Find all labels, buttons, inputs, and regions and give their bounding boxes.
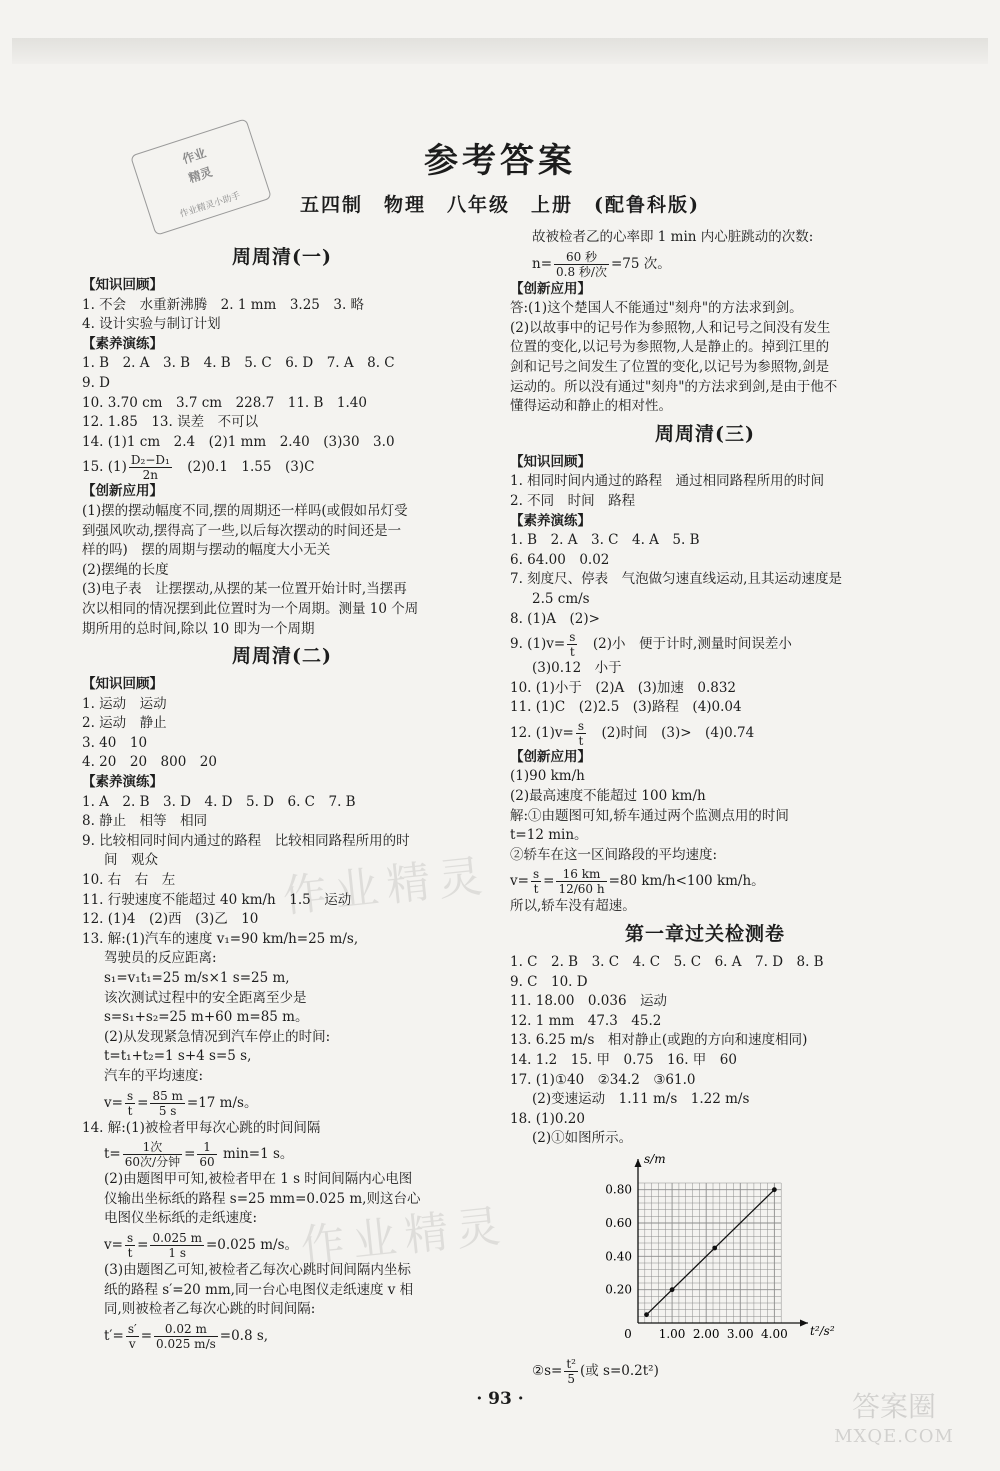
answer-line: 到强风吹动,摆得高了一些,以后每次摆动的时间还是一 [82, 522, 402, 539]
answer-line: 所以,轿车没有超速。 [510, 898, 636, 915]
fraction [564, 1357, 578, 1386]
answer-line: (2)最高速度不能超过 100 km/h [510, 788, 706, 805]
answer-line-with-fraction [510, 629, 900, 659]
answer-line: 仪输出坐标纸的路程 s=25 mm=0.025 m,则这台心 [104, 1190, 421, 1207]
fraction [576, 719, 586, 748]
stamp-line-2: 精灵 [186, 164, 214, 186]
answer-line: 7. 刻度尺、停表 气泡做匀速直线运动,且其运动速度是 [510, 571, 842, 588]
text-segment: t′= [104, 1327, 124, 1344]
answer-line-with-fraction [82, 1087, 482, 1119]
text-segment: (2)小 便于计时,测量时间误差小 [579, 636, 792, 653]
text-segment: (2)0.1 1.55 (3)C [173, 459, 315, 476]
fraction [197, 1140, 216, 1169]
answer-line: (3)由题图乙可知,被检者乙每次心跳时间间隔内坐标 [104, 1261, 411, 1278]
fraction-denominator: 5 [567, 1371, 575, 1386]
answer-line: 10. 右 右 左 [82, 872, 176, 889]
label-innovation: 【创新应用】 [82, 483, 163, 500]
answer-line: 解:①由题图可知,轿车通过两个监测点用的时间 [510, 807, 789, 824]
fraction-denominator: 60次/分钟 [124, 1155, 181, 1170]
answer-line: 2. 运动 静止 [82, 715, 167, 732]
fraction-numerator: 1次 [123, 1140, 182, 1155]
fraction-denominator: t [127, 1103, 133, 1118]
fraction-numerator: 1 [197, 1140, 216, 1155]
label-innovation: 【创新应用】 [510, 748, 591, 765]
answer-line: (2)以故事中的记号作为参照物,人和记号之间没有发生 [510, 319, 831, 336]
text-segment: =17 m/s。 [186, 1094, 258, 1111]
label-practice: 【素养演练】 [82, 774, 163, 791]
watermark-low: 作业精灵 [298, 1200, 511, 1273]
corner-watermark-line-1: 答案圈 [851, 1390, 936, 1423]
answer-line: 14. (1)1 cm 2.4 (2)1 mm 2.40 (3)30 3.0 [82, 433, 395, 450]
answer-line: 同,则被检者乙每次心跳的时间间隔: [104, 1301, 316, 1318]
text-segment: v= [510, 873, 529, 890]
top-shadow-band [12, 38, 988, 64]
answer-line: t=t₁+t₂=1 s+4 s=5 s, [104, 1048, 252, 1065]
text-segment: 15. (1) [82, 459, 127, 476]
text-segment: ②s= [532, 1362, 563, 1379]
fraction-numerator: s′ [127, 1321, 137, 1336]
answer-line: 11. 18.00 0.036 运动 [510, 993, 668, 1010]
answer-line: t=12 min。 [510, 827, 588, 844]
label-practice: 【素养演练】 [510, 512, 591, 529]
fraction [126, 1322, 139, 1351]
answer-line: ②轿车在这一区间路段的平均速度: [510, 846, 718, 863]
answer-line-with-fraction [510, 718, 900, 748]
answer-line: 12. (1)4 (2)西 (3)乙 10 [82, 911, 259, 928]
answer-line: 10. 3.70 cm 3.7 cm 228.7 11. B 1.40 [82, 394, 367, 411]
fraction-numerator: 0.025 m [152, 1230, 202, 1245]
answer-line: 12. 1 mm 47.3 45.2 [510, 1012, 662, 1029]
x-axis-label: t²/s² [810, 1323, 835, 1338]
x-tick-label: 4.00 [761, 1326, 788, 1341]
x-tick-label: 2.00 [692, 1326, 720, 1341]
answer-line: 13. 解:(1)汽车的速度 v₁=90 km/h=25 m/s, [82, 930, 359, 947]
answer-line: 4. 设计实验与制订计划 [82, 316, 221, 333]
text-segment: = [184, 1146, 196, 1163]
answer-line: 9. 比较相同时间内通过的路程 比较相同路程所用的时 [82, 832, 410, 849]
fraction [123, 1140, 182, 1169]
stamp-line-1: 作业 [180, 145, 208, 167]
answer-line: 14. 解:(1)被检者甲每次心跳的时间间隔 [82, 1119, 321, 1136]
fraction-denominator: 1 s [168, 1245, 187, 1260]
fraction-denominator: 2n [142, 468, 159, 483]
fraction-numerator: s [577, 718, 584, 733]
answer-line: (1)90 km/h [510, 768, 585, 785]
fraction-denominator: t [578, 733, 584, 748]
section-heading-week-2: 周周清(二) [232, 645, 332, 668]
stamp-line-3: 作业精灵小助手 [178, 191, 242, 221]
right-column [510, 228, 900, 1387]
data-point [712, 1246, 717, 1251]
answer-line: 9. D [82, 374, 110, 391]
answer-line: 纸的路程 s′=20 mm,同一台心电图仪走纸速度 v 相 [104, 1281, 414, 1298]
answer-line: 汽车的平均速度: [104, 1067, 204, 1084]
text-segment: min=1 s。 [218, 1146, 294, 1163]
fraction [125, 1231, 135, 1260]
text-segment: v= [104, 1094, 123, 1111]
page-title: 参考答案 [424, 141, 576, 181]
answer-line: 13. 6.25 m/s 相对静止(或跑的方向和速度相同) [510, 1032, 808, 1049]
answer-line: 懂得运动和静止的相对性。 [510, 398, 672, 415]
origin-label: 0 [624, 1326, 632, 1341]
text-segment: = [140, 1327, 153, 1344]
left-column [82, 240, 482, 1352]
answer-line: 8. (1)A (2)> [510, 610, 600, 627]
answer-line: 11. 行驶速度不能超过 40 km/h 1.5 运动 [82, 891, 352, 908]
text-segment: (2)时间 (3)> (4)0.74 [588, 724, 755, 741]
watermark-mid: 作业精灵 [280, 850, 493, 923]
fraction-denominator: 0.8 秒/次 [556, 264, 607, 279]
label-innovation: 【创新应用】 [510, 280, 591, 297]
answer-line-with-fraction [510, 865, 900, 897]
y-axis-arrow [635, 1159, 642, 1167]
fraction-numerator: 60 秒 [554, 250, 609, 265]
fraction-numerator: s [126, 1088, 134, 1103]
fraction-denominator: v [128, 1336, 136, 1351]
answer-line: 14. 1.2 15. 甲 0.75 16. 甲 60 [510, 1052, 737, 1068]
text-segment: = [137, 1236, 149, 1253]
answer-line-with-fraction [510, 248, 900, 280]
fraction-numerator: t² [566, 1356, 576, 1371]
fraction-denominator: 0.025 m/s [156, 1336, 216, 1351]
answer-line: 驾驶员的反应距离: [104, 950, 217, 967]
answer-line: 6. 64.00 0.02 [510, 551, 610, 568]
answer-line: 11. (1)C (2)2.5 (3)路程 (4)0.04 [510, 699, 742, 716]
answer-line: 4. 20 20 800 20 [82, 754, 217, 771]
answer-line: 剑和记号之间发生了位置的变化,以记号为参照物,剑是 [510, 358, 830, 375]
y-tick-label: 0.60 [605, 1215, 632, 1230]
fraction-numerator: s [126, 1230, 134, 1245]
fraction-denominator: 60 [199, 1155, 215, 1170]
text-segment: v= [104, 1236, 123, 1253]
answer-line: 9. C 10. D [510, 973, 588, 990]
answer-line: (1)摆的摆动幅度不同,摆的周期还一样吗(或假如吊灯受 [82, 502, 408, 519]
answer-line: 8. 静止 相等 相同 [82, 813, 208, 830]
answer-line: 1. C 2. B 3. C 4. C 5. C 6. A 7. D 8. B [510, 954, 824, 971]
fraction-numerator: D₂−D₁ [130, 453, 170, 468]
y-axis-label: s/m [644, 1151, 666, 1166]
label-knowledge-review: 【知识回顾】 [82, 676, 163, 693]
answer-line-with-fraction [82, 1320, 482, 1352]
text-segment: =0.8 s, [219, 1327, 269, 1344]
label-knowledge-review: 【知识回顾】 [82, 277, 163, 293]
answer-line-with-fraction [82, 1229, 482, 1261]
answer-line: s₁=v₁t₁=25 m/s×1 s=25 m, [104, 970, 290, 986]
section-heading-week-1: 周周清(一) [232, 246, 332, 268]
answer-line-with-fraction [82, 1138, 482, 1170]
fraction [150, 1231, 204, 1260]
x-tick-label: 1.00 [658, 1326, 686, 1341]
y-tick-label: 0.80 [605, 1182, 632, 1197]
answer-line: s=s₁+s₂=25 m+60 m=85 m。 [104, 1009, 309, 1026]
label-practice: 【素养演练】 [82, 335, 163, 352]
label-knowledge-review: 【知识回顾】 [510, 453, 591, 470]
data-point [772, 1187, 777, 1192]
answer-line: 1. B 2. A 3. B 4. B 5. C 6. D 7. A 8. C [82, 355, 395, 372]
text-segment: = [543, 873, 555, 890]
answer-line: 3. 40 10 [82, 734, 148, 751]
fraction [556, 867, 606, 896]
text-segment: 9. (1)v= [510, 636, 566, 653]
answer-line: (2)由题图甲可知,被检者甲在 1 s 时间间隔内心电图 [104, 1171, 413, 1188]
answer-line: 间 观众 [104, 852, 158, 869]
answer-line-with-fraction [510, 1355, 900, 1387]
answer-line: 运动的。所以没有通过"刻舟"的方法求到剑,是由于他不 [510, 378, 838, 395]
fraction [567, 630, 577, 659]
page-number: · 93 · [476, 1389, 524, 1409]
answer-line: 17. (1)①40 ②34.2 ③61.0 [510, 1071, 696, 1088]
answer-line: (3)电子表 让摆摆动,从摆的某一位置开始计时,当摆再 [82, 581, 407, 598]
fraction [150, 1089, 184, 1118]
section-heading-week-3: 周周清(三) [655, 422, 755, 445]
text-segment: 12. (1)v= [510, 724, 574, 741]
answer-line: 该次测试过程中的安全距离至少是 [104, 989, 307, 1006]
answer-line: 样的吗) 摆的周期与摆动的幅度大小无关 [82, 542, 331, 559]
x-tick-label: 3.00 [726, 1326, 754, 1341]
text-segment: n= [532, 255, 553, 272]
fraction [129, 453, 172, 482]
fraction [125, 1089, 135, 1118]
text-segment: =80 km/h<100 km/h。 [608, 873, 765, 890]
answer-line: 1. 相同时间内通过的路程 通过相同路程所用的时间 [510, 473, 825, 490]
series-line [647, 1190, 775, 1315]
answer-line: 期所用的总时间,除以 10 即为一个周期 [82, 620, 315, 637]
y-tick-label: 0.40 [605, 1249, 632, 1264]
text-segment: =75 次。 [610, 255, 671, 272]
answer-line: 2.5 cm/s [532, 590, 590, 607]
data-point [644, 1312, 649, 1317]
data-point [670, 1287, 675, 1292]
section-heading-chapter-test: 第一章过关检测卷 [624, 923, 785, 946]
fraction-denominator: t [533, 882, 539, 897]
answer-line: 18. (1)0.20 [510, 1110, 585, 1127]
y-tick-label: 0.20 [605, 1282, 632, 1297]
fraction-denominator: t [127, 1245, 133, 1260]
fraction [531, 867, 541, 896]
x-axis-arrow [800, 1319, 808, 1326]
answer-line: 故被检者乙的心率即 1 min 内心脏跳动的次数: [532, 229, 814, 245]
text-segment: =0.025 m/s。 [205, 1236, 299, 1253]
answer-line: 1. A 2. B 3. D 4. D 5. D 6. C 7. B [82, 793, 356, 810]
answer-line: 12. 1.85 13. 误差 不可以 [82, 414, 259, 431]
answer-line: (2)摆绳的长度 [82, 561, 169, 578]
fraction-denominator: 12/60 h [558, 882, 605, 897]
answer-line: (2)①如图所示。 [532, 1130, 633, 1147]
answer-line: 1. 不会 水重新沸腾 2. 1 mm 3.25 3. 略 [82, 296, 365, 313]
fraction-numerator: s [532, 867, 540, 882]
answer-line: 答:(1)这个楚国人不能通过"刻舟"的方法求到剑。 [510, 300, 803, 317]
fraction [554, 250, 609, 279]
fraction-denominator: 5 s [158, 1103, 177, 1118]
corner-watermark [814, 1392, 974, 1452]
text-segment: t= [104, 1146, 121, 1163]
answer-line: (2)从发现紧急情况到汽车停止的时间: [104, 1028, 331, 1045]
answer-line: (3)0.12 小于 [532, 660, 622, 677]
page-subtitle: 五四制 物理 八年级 上册 (配鲁科版) [300, 194, 700, 216]
answer-line: 2. 不同 时间 路程 [510, 492, 636, 509]
text-segment: = [137, 1094, 149, 1111]
answer-line: 10. (1)小于 (2)A (3)加速 0.832 [510, 679, 737, 696]
text-segment: (或 s=0.2t²) [579, 1362, 659, 1379]
answer-line: (2)变速运动 1.11 m/s 1.22 m/s [532, 1091, 750, 1108]
s-t2-graph [588, 1151, 835, 1353]
fraction-numerator: 16 km [556, 867, 606, 882]
corner-watermark-line-2: MXQE.COM [834, 1426, 954, 1447]
fraction-numerator: 85 m [152, 1088, 183, 1103]
answer-line: 位置的变化,以记号为参照物,人是静止的。掉到江里的 [510, 339, 830, 356]
answer-line: 次以相同的情况摆到此位置时为一个周期。测量 10 个周 [82, 600, 419, 617]
fraction-numerator: 0.02 m [154, 1322, 218, 1337]
answer-line-with-fraction [82, 452, 482, 482]
answer-line: 电图仪坐标纸的走纸速度: [104, 1210, 258, 1227]
answer-line: 1. 运动 运动 [82, 695, 167, 712]
fraction [154, 1322, 218, 1351]
answer-line: 1. B 2. A 3. C 4. A 5. B [510, 532, 700, 549]
fraction-denominator: t [569, 645, 575, 660]
fraction-numerator: s [569, 630, 576, 645]
